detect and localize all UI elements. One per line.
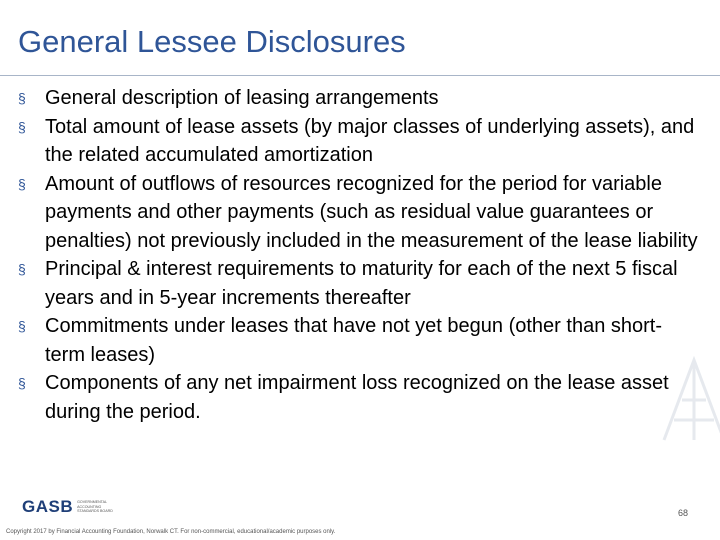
bullet-marker: §: [18, 90, 26, 106]
bullet-text: Amount of outflows of resources recognized for the period for variable payments and other payments (such as residual value guarantees or penalties) not previously included in the measurement of the lease liability: [45, 172, 698, 252]
bullet-text: Commitments under leases that have not yet begun (other than short-term leases): [45, 315, 663, 366]
bullet-marker: §: [18, 318, 26, 334]
bullet-marker: §: [18, 175, 26, 192]
bullet-text: General description of leasing arrangements: [45, 87, 439, 109]
bullet-marker: §: [18, 118, 26, 135]
bullet-item: [18, 84, 698, 113]
bullet-text: Components of any net impairment loss recognized on the lease asset during the period.: [45, 372, 669, 423]
copyright-text: Copyright 2017 by Financial Accounting Foundation, Norwalk CT. For non-commercial, educational/academic purposes only.: [6, 529, 336, 535]
gasb-logo-subtext: GOVERNMENTAL ACCOUNTING STANDARDS BOARD: [77, 500, 113, 514]
gasb-logo-mark: GASB: [22, 497, 74, 516]
page-number: 68: [677, 508, 688, 518]
bullet-list: [18, 84, 698, 426]
title-divider: [0, 75, 720, 76]
bullet-text: Principal & interest requirements to maturity for each of the next 5 fiscal years and in 5-year increments thereafter: [45, 258, 678, 309]
bullet-text: Total amount of lease assets (by major classes of underlying assets), and the related accumulated amortization: [45, 115, 695, 166]
slide-title: General Lessee Disclosures: [18, 24, 406, 59]
decorative-watermark-icon: [654, 350, 720, 446]
bullet-item: [18, 113, 698, 170]
gasb-logo: [22, 496, 117, 518]
bullet-item: [18, 255, 698, 312]
bullet-marker: §: [18, 375, 26, 391]
bullet-item: [18, 170, 698, 256]
bullet-item: [18, 369, 698, 426]
bullet-item: [18, 312, 698, 369]
bullet-marker: §: [18, 261, 26, 277]
